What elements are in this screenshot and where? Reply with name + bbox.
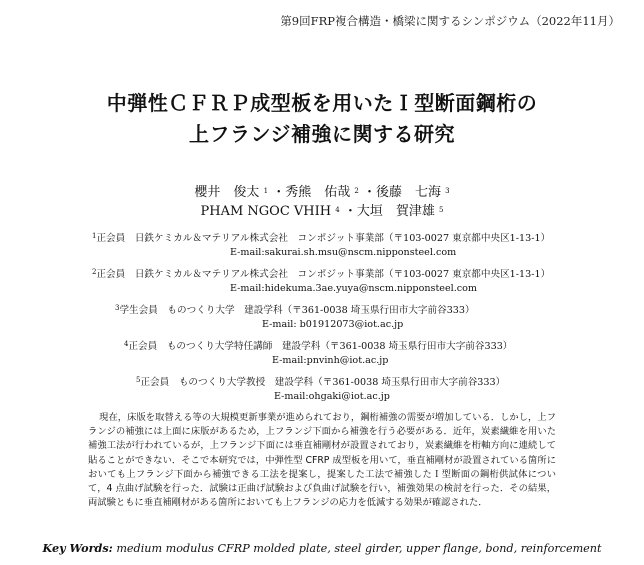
affiliation-1 — [0, 232, 644, 260]
affiliation-number: 2 — [92, 268, 97, 276]
author-line-1 — [0, 183, 644, 202]
affiliation-number: 3 — [115, 304, 120, 312]
title-line-2: 上フランジ補強に関する研究 — [189, 122, 455, 146]
author-1-sup: 1 — [263, 187, 269, 195]
author-3-name: ・後藤 七海 — [362, 185, 441, 200]
keywords-label: Key Words: — [42, 541, 113, 555]
author-5-sup: 5 — [439, 206, 444, 214]
affiliation-email: E-mail:sakurai.sh.msu@nscm.nipponsteel.com — [230, 247, 457, 258]
author-list — [0, 183, 644, 221]
author-2-name: ・秀熊 佑哉 — [272, 185, 351, 200]
paper-title — [0, 88, 644, 150]
author-3-sup: 3 — [445, 187, 450, 195]
affiliation-number: 5 — [136, 376, 141, 384]
affiliation-org: 正会員 ものつくり大学特任講師 建設学科（〒361-0038 埼玉県行田市大字前谷333） — [128, 341, 513, 352]
affiliation-number: 1 — [92, 232, 97, 240]
abstract: 現在，床版を取替える等の大規模更新事業が進められており，鋼桁補強の需要が増加している．しかし，上フランジの補強には上面に床版があるため，上フランジ下面から補強を行う必要がある．近年，炭素繊維を用いた補強工法が行われているが，上フランジ下面には垂直補剛材が設置されており，炭素繊維を桁軸方向に連続して貼ることができない．そこで本研究では，中弾性型 CFRP 成型板を用いて，垂直補剛材が設置されている箇所においても上フランジ下面から補強できる工法を提案し，提案した工法で補強したＩ型断面の鋼桁供試体について，4 点曲げ試験を行った．試験は正曲げ試験および負曲げ試験を行い，補強効果の検討を行った．その結果，両試験ともに垂直補剛材がある箇所においても上フランジの応力を低減する効果が確認された． — [88, 412, 556, 509]
author-1-name: 櫻井 俊太 — [194, 185, 260, 200]
affiliation-2 — [0, 268, 644, 296]
author-line-2 — [0, 202, 644, 221]
conference-header: 第9回FRP複合構造・橋梁に関するシンポジウム（2022年11月） — [280, 14, 620, 28]
author-4-name: PHAM NGOC VHIH — [200, 204, 332, 219]
affiliation-3 — [0, 304, 644, 332]
keywords — [0, 541, 644, 555]
affiliation-org: 正会員 日鉄ケミカル＆マテリアル株式会社 コンポジット事業部（〒103-0027 東京都中央区1-13-1） — [96, 269, 551, 280]
affiliation-5 — [0, 376, 644, 404]
affiliation-email: E-mail: b01912073@iot.ac.jp — [262, 319, 404, 330]
affiliation-email: E-mail:hidekuma.3ae.yuya@nscm.nipponsteel.com — [230, 283, 478, 294]
title-line-1: 中弾性ＣＦＲＰ成型板を用いたＩ型断面鋼桁の — [106, 91, 538, 115]
affiliation-email: E-mail:ohgaki@iot.ac.jp — [274, 391, 390, 402]
affiliation-org: 学生会員 ものつくり大学 建設学科（〒361-0038 埼玉県行田市大字前谷333） — [119, 305, 475, 316]
author-2-sup: 2 — [354, 187, 359, 195]
affiliation-list — [0, 232, 644, 412]
affiliation-org: 正会員 ものつくり大学教授 建設学科（〒361-0038 埼玉県行田市大字前谷333） — [140, 377, 506, 388]
affiliation-number: 4 — [124, 340, 129, 348]
affiliation-email: E-mail:pnvinh@iot.ac.jp — [272, 355, 389, 366]
affiliation-org: 正会員 日鉄ケミカル＆マテリアル株式会社 コンポジット事業部（〒103-0027 東京都中央区1-13-1） — [96, 233, 551, 244]
author-5-name: ・大垣 賀津雄 — [343, 204, 435, 219]
keywords-text: medium modulus CFRP molded plate, steel girder, upper flange, bond, reinforcement — [116, 542, 602, 555]
affiliation-4 — [0, 340, 644, 368]
author-4-sup: 4 — [335, 206, 340, 214]
